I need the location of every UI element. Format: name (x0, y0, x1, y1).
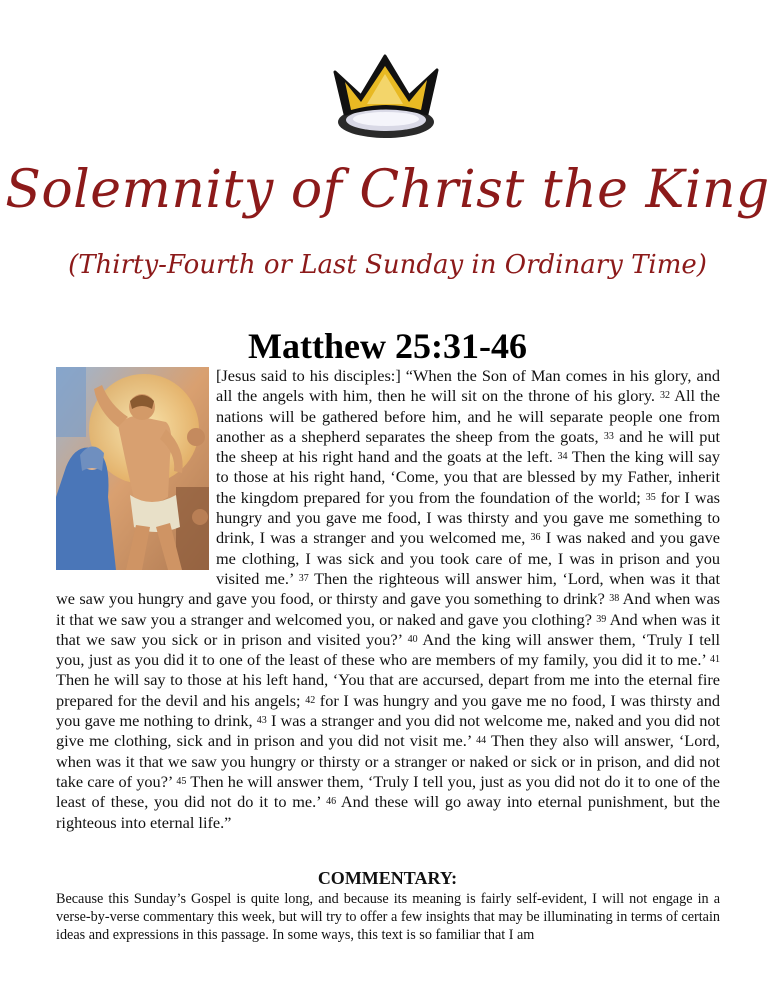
verse-text: I was a stranger and you did not welcome me, naked and you did not give me clothing, sick and in prison and you did not visit me.’ (56, 711, 721, 751)
verse-number: 39 (596, 613, 607, 625)
commentary-text: Because this Sunday’s Gospel is quite long, and because its meaning is fairly self-evident, I will not engage in a verse-by-verse commentary this week, but will try to offer a few insights that may be illuminating in terms of certain ideas and expressions in this passage. In some ways, this text is so familiar that I am (56, 891, 720, 944)
verse-text: And these will go away into eternal punishment, but the righteous into eternal life.” (56, 792, 720, 832)
verse-number: 33 (603, 430, 614, 442)
verse-text: Then they also will answer, ‘Lord, when was it that we saw you hungry or thirsty or a stranger or naked or sick or in prison, and did not take care of you?’ (56, 731, 720, 791)
verse-number: 40 (407, 633, 418, 645)
verse-31-text: [Jesus said to his disciples:] “When the Son of Man comes in his glory, and all the angels with him, then he will sit on the throne of his glory. (216, 366, 720, 406)
verse-number: 36 (530, 532, 541, 544)
page-title: Solemnity of Christ the King (5, 160, 770, 220)
verse-text: I was naked and you gave me clothing, I was sick and you took care of me, I was in prison and you visited me.’ (216, 528, 721, 588)
verse-number: 43 (256, 715, 267, 727)
verse-text: Then he will answer them, ‘Truly I tell you, just as you did not do it to one of the least of these, you did not do it to me.’ (56, 771, 720, 812)
crown-icon (327, 52, 445, 144)
verse-text: And when was it that we saw you sick or in prison and visited you?’ (56, 609, 721, 649)
verse-text: All the nations will be gathered before him, and he will separate people one from another as a shepherd separates the sheep from the goats, (216, 386, 721, 446)
verse-number: 34 (557, 451, 568, 463)
verse-text: and he will put the sheep at his right hand and the goats at the left. (216, 426, 721, 467)
verse-number: 38 (609, 593, 620, 605)
verse-text: And when was it that we saw you a stranger and welcomed you, or naked and gave you clothing? (56, 589, 721, 629)
verse-number: 46 (326, 796, 337, 808)
verse-text: for I was hungry and you gave me no food, I was thirsty and you gave me nothing to drink, (56, 690, 721, 731)
verse-number: 32 (660, 390, 671, 402)
verse-text: Then the king will say to those at his right hand, ‘Come, you that are blessed by my Father, inherit the kingdom prepared for you from the foundation of the world; (216, 447, 720, 507)
verse-number: 41 (710, 654, 721, 666)
verse-number: 37 (298, 572, 309, 584)
verse-number: 45 (176, 775, 187, 787)
verse-number: 35 (645, 491, 656, 503)
commentary-heading: COMMENTARY: (317, 868, 458, 888)
verse-number: 42 (305, 694, 316, 706)
verse-text: Then he will say to those at his left hand, ‘You that are accursed, depart from me into the eternal fire prepared for the devil and his angels; (56, 670, 720, 710)
gospel-text (56, 366, 720, 833)
verse-number: 44 (476, 735, 487, 747)
verse-text: Then the righteous will answer him, ‘Lord, when was it that we saw you hungry and gave you food, or thirsty and gave you something to drink? (56, 568, 720, 609)
verse-text: And the king will answer them, ‘Truly I tell you, just as you did it to one of the least of these who are members of my family, you did it to me.’ (56, 629, 720, 670)
verse-text: for I was hungry and you gave me food, I was thirsty and you gave me something to drink, I was a stranger and you welcomed me, (216, 487, 721, 548)
scripture-reference: Matthew 25:31-46 (248, 326, 527, 366)
page-subtitle: (Thirty-Fourth or Last Sunday in Ordinary Time) (68, 250, 707, 280)
